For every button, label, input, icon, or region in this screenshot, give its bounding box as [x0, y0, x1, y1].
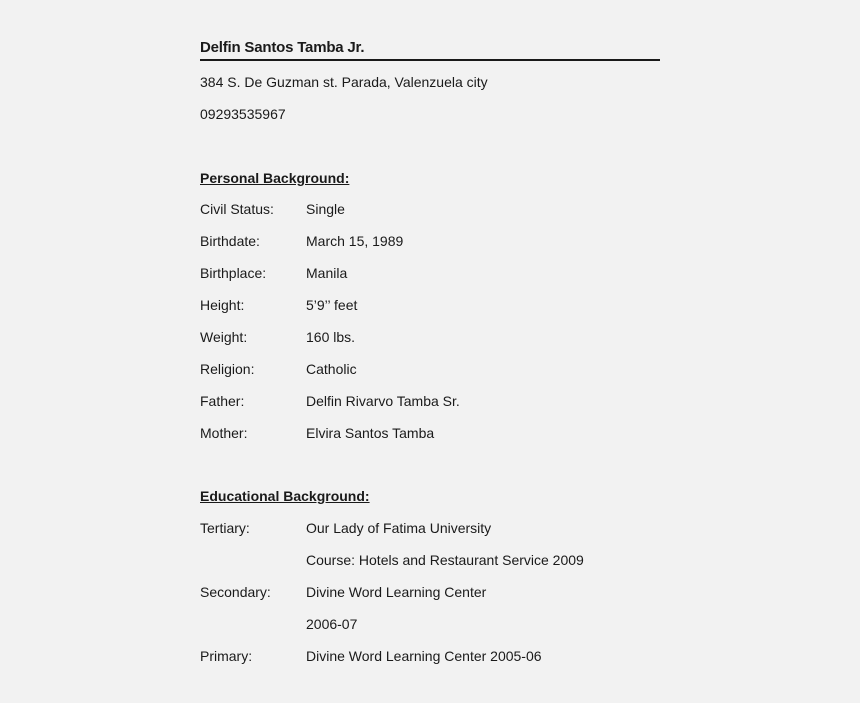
field-value: Manila: [306, 265, 348, 281]
personal-row-weight: [200, 329, 700, 349]
address-text: 384 S. De Guzman st. Parada, Valenzuela city: [200, 74, 488, 90]
field-value: 160 lbs.: [306, 329, 356, 345]
educational-background-heading: Educational Background:: [200, 488, 370, 504]
field-value: Delfin Rivarvo Tamba Sr.: [306, 393, 460, 409]
field-label: Height:: [200, 297, 245, 313]
field-label: Birthdate:: [200, 233, 260, 249]
education-row-primary: [200, 648, 700, 668]
field-value: Single: [306, 201, 345, 217]
field-value: Elvira Santos Tamba: [306, 425, 435, 441]
personal-row-birthplace: [200, 265, 700, 285]
field-value: March 15, 1989: [306, 233, 404, 249]
field-value: Course: Hotels and Restaurant Service 2009: [306, 552, 584, 568]
personal-row-civil-status: [200, 201, 700, 221]
education-row-tertiary-course: [200, 552, 700, 572]
field-value: 5’9’’ feet: [306, 297, 358, 313]
personal-row-height: [200, 297, 700, 317]
field-value: Divine Word Learning Center: [306, 584, 487, 600]
field-label: Tertiary:: [200, 520, 250, 536]
personal-row-father: [200, 393, 700, 413]
field-value: Our Lady of Fatima University: [306, 520, 492, 536]
education-row-tertiary: [200, 520, 700, 540]
field-value: Divine Word Learning Center 2005-06: [306, 648, 542, 664]
education-row-secondary-year: [200, 616, 700, 636]
field-label: Secondary:: [200, 584, 271, 600]
field-value: 2006-07: [306, 616, 358, 632]
personal-row-birthdate: [200, 233, 700, 253]
name-header: [200, 37, 660, 61]
field-label: Mother:: [200, 425, 248, 441]
education-row-secondary: [200, 584, 700, 604]
field-label: Weight:: [200, 329, 248, 345]
applicant-name: Delfin Santos Tamba Jr.: [200, 39, 365, 56]
field-label: Father:: [200, 393, 245, 409]
field-label: Primary:: [200, 648, 253, 664]
field-label: Birthplace:: [200, 265, 267, 281]
personal-row-mother: [200, 425, 700, 445]
personal-background-heading: Personal Background:: [200, 170, 350, 186]
field-label: Civil Status:: [200, 201, 274, 217]
phone-text: 09293535967: [200, 106, 286, 122]
field-label: Religion:: [200, 361, 255, 377]
personal-row-religion: [200, 361, 700, 381]
field-value: Catholic: [306, 361, 357, 377]
